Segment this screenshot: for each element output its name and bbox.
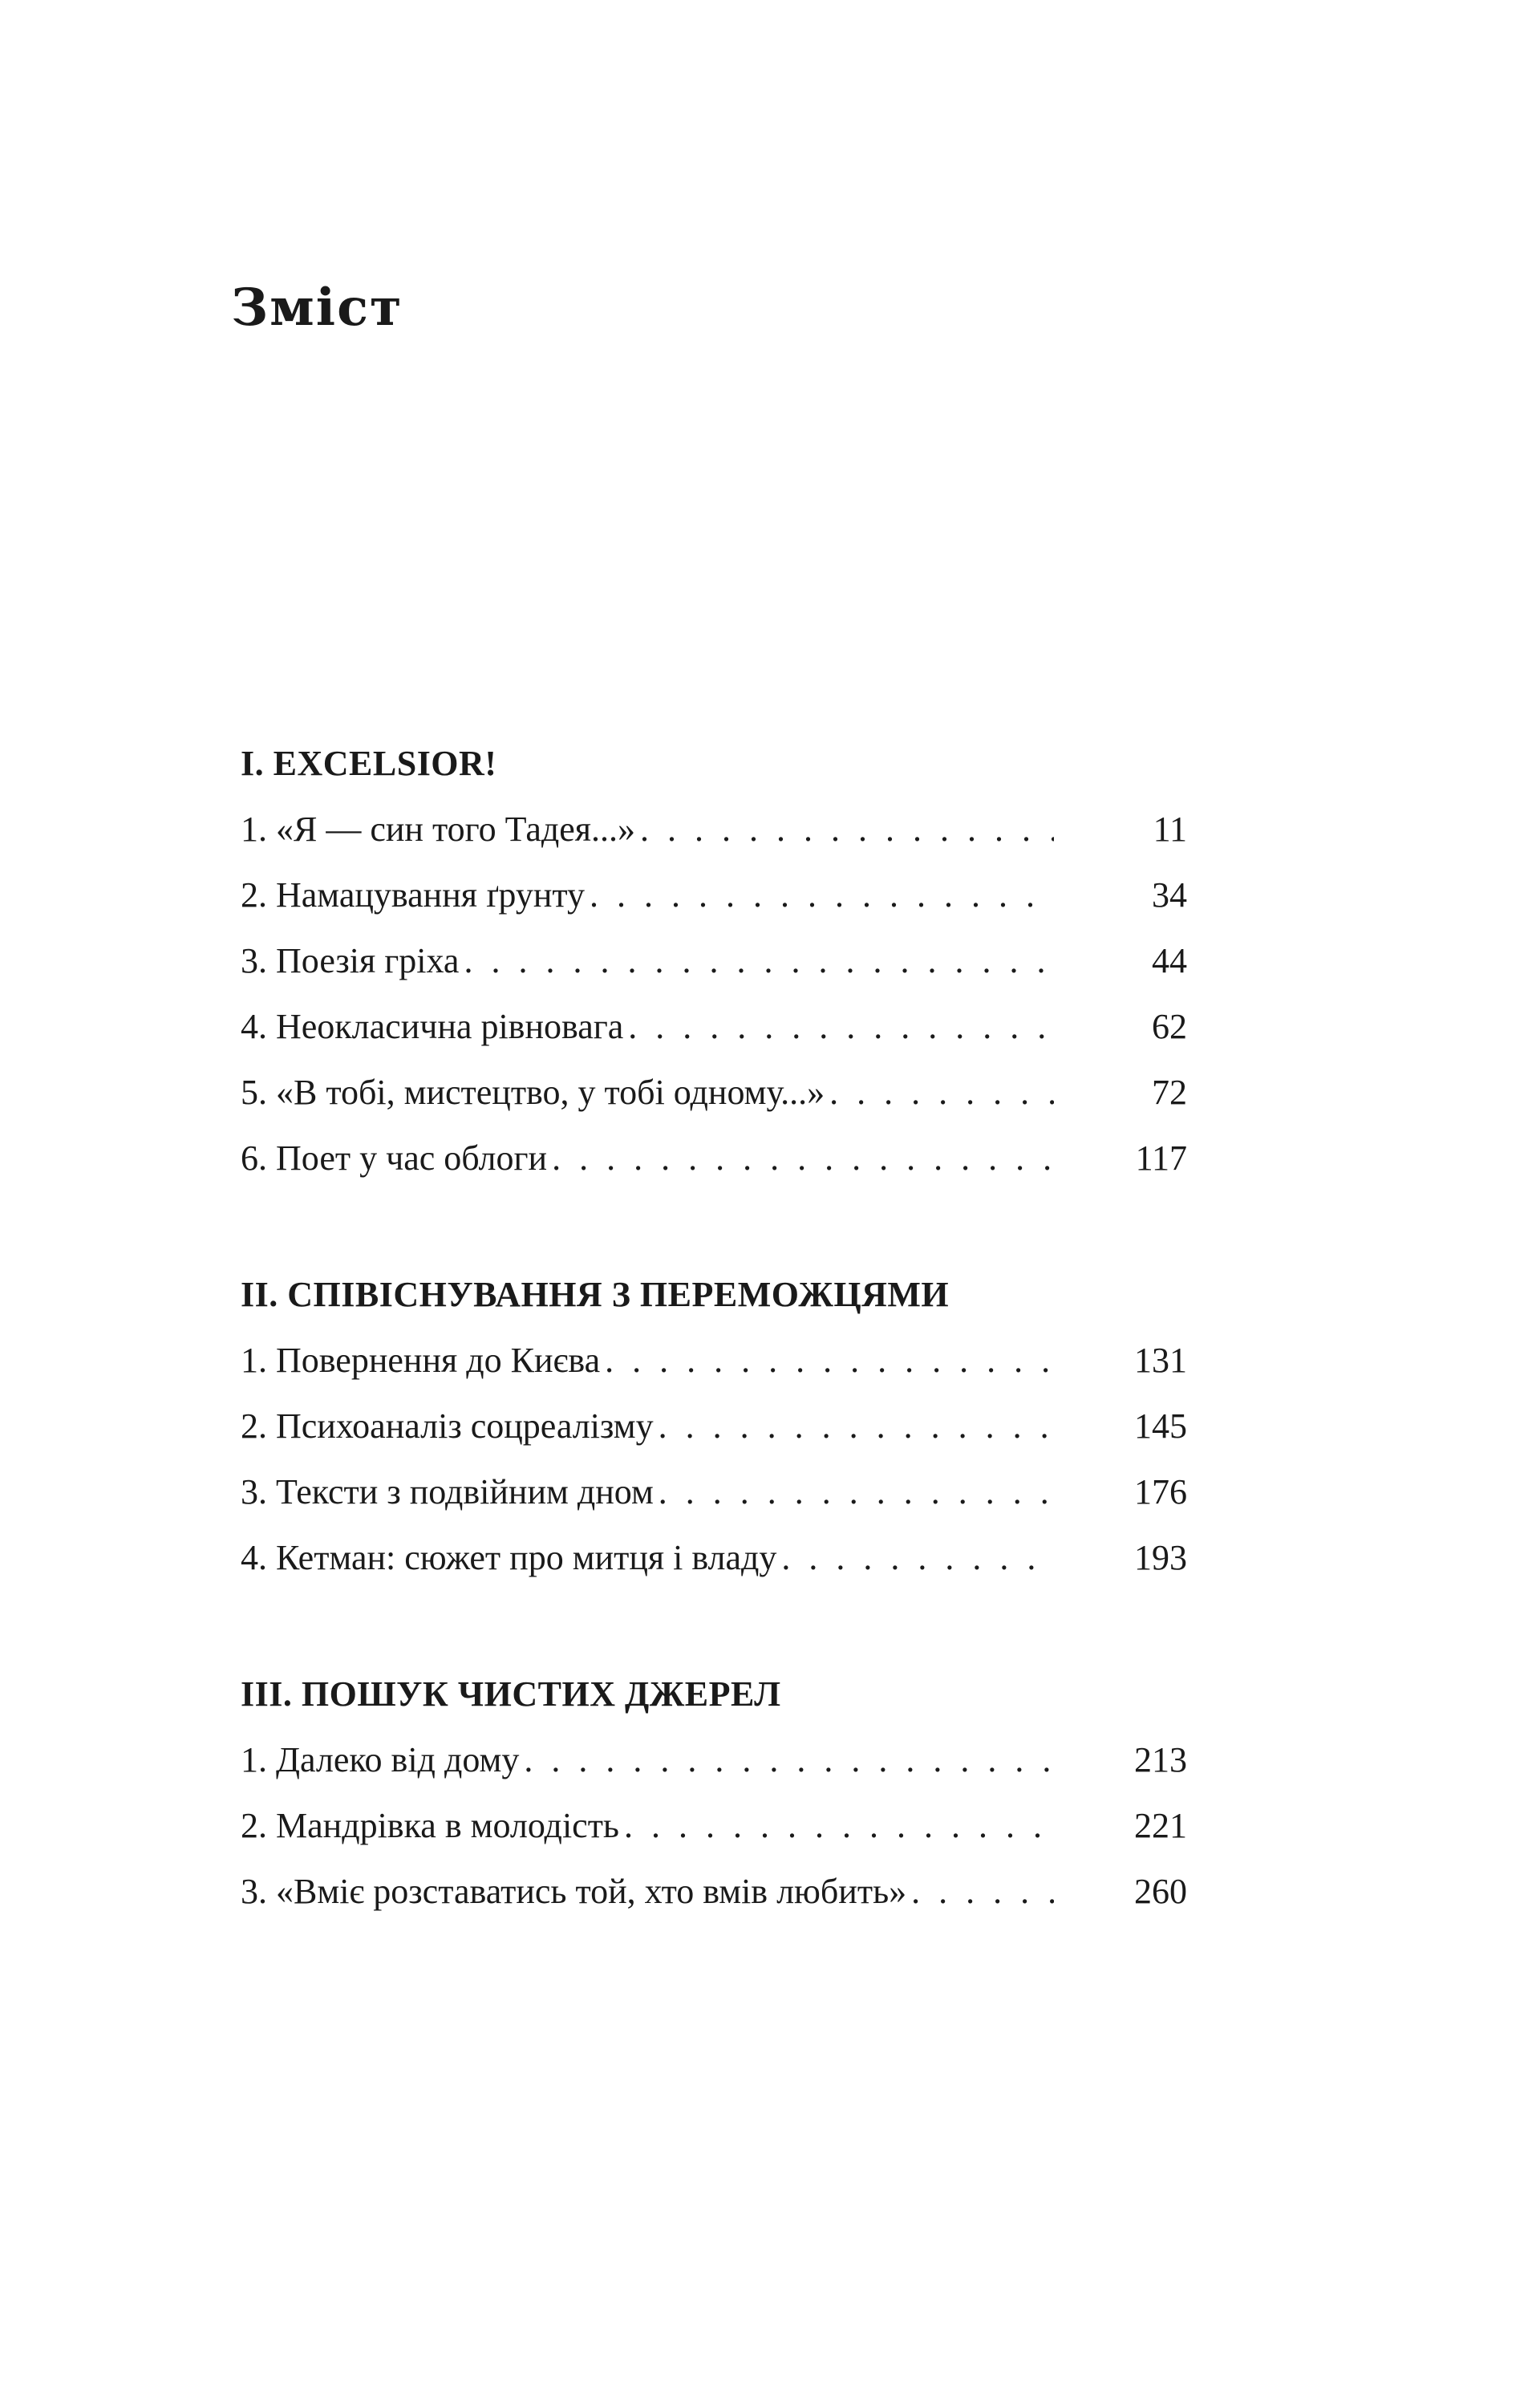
entry-title: 3. Тексти з подвійним дном [241, 1472, 654, 1511]
entry-title: 3. «Вміє розставатись той, хто вмів любить» [241, 1872, 907, 1911]
dot-leader [624, 1808, 1054, 1844]
toc-section-2 [241, 1277, 1187, 1606]
entry-title: 4. Неокласична рівновага [241, 1007, 624, 1046]
toc-entry[interactable] [241, 809, 1187, 878]
entry-page-number: 176 [1134, 1472, 1187, 1511]
entry-page-number: 145 [1134, 1406, 1187, 1446]
dot-leader [640, 812, 1054, 847]
entry-page-number: 193 [1134, 1538, 1187, 1577]
section-heading: III. ПОШУК ЧИСТИХ ДЖЕРЕЛ [241, 1674, 781, 1714]
entry-page-number: 62 [1152, 1007, 1187, 1046]
entry-title: 5. «В тобі, мистецтво, у тобі одному...» [241, 1073, 825, 1112]
toc-entry[interactable] [241, 1740, 1187, 1808]
dot-leader [524, 1743, 1054, 1778]
toc-entry[interactable] [241, 1540, 1187, 1606]
toc-entry[interactable] [241, 1009, 1187, 1075]
entry-title: 2. Намацування ґрунту [241, 875, 586, 915]
entry-title: 1. Далеко від дому [241, 1740, 520, 1779]
toc-entry[interactable] [241, 1343, 1187, 1409]
entry-page-number: 131 [1134, 1341, 1187, 1380]
entry-page-number: 44 [1152, 941, 1187, 980]
entry-page-number: 213 [1134, 1740, 1187, 1779]
entry-page-number: 34 [1152, 875, 1187, 915]
dot-leader [659, 1475, 1054, 1510]
table-of-contents [241, 746, 1187, 2011]
entry-title: 4. Кетман: сюжет про митця і владу [241, 1538, 777, 1577]
entry-title: 1. «Я — син того Тадея...» [241, 809, 636, 849]
dot-leader [829, 1075, 1054, 1110]
toc-entry[interactable] [241, 1075, 1187, 1141]
dot-leader [911, 1874, 1054, 1909]
toc-section-1 [241, 746, 1187, 1207]
entry-page-number: 260 [1134, 1872, 1187, 1911]
section-heading: II. СПІВІСНУВАННЯ З ПЕРЕМОЖЦЯМИ [241, 1275, 950, 1314]
toc-entry[interactable] [241, 875, 1187, 943]
entry-title: 6. Поет у час облоги [241, 1138, 548, 1178]
entry-title: 2. Психоаналіз соцреалізму [241, 1406, 654, 1446]
entry-page-number: 221 [1134, 1806, 1187, 1845]
section-heading: I. EXCELSIOR! [241, 744, 497, 783]
entry-page-number: 72 [1152, 1073, 1187, 1112]
dot-leader [628, 1009, 1054, 1045]
toc-entry[interactable] [241, 1472, 1187, 1540]
dot-leader [605, 1343, 1054, 1378]
dot-leader [552, 1141, 1054, 1176]
toc-section-3 [241, 1674, 1187, 1940]
entry-page-number: 117 [1135, 1138, 1187, 1178]
dot-leader [464, 943, 1054, 979]
toc-entry[interactable] [241, 943, 1187, 1009]
dot-leader [590, 878, 1054, 913]
toc-entry[interactable] [241, 1406, 1187, 1475]
entry-title: 3. Поезія гріха [241, 941, 460, 980]
entry-title: 2. Мандрівка в молодість [241, 1806, 619, 1845]
toc-entry[interactable] [241, 1138, 1187, 1207]
entry-title: 1. Повернення до Києва [241, 1341, 601, 1380]
entry-page-number: 11 [1153, 809, 1187, 849]
dot-leader [659, 1409, 1054, 1444]
toc-entry[interactable] [241, 1808, 1187, 1874]
dot-leader [781, 1540, 1054, 1576]
page-title: Зміст [231, 278, 403, 338]
toc-entry[interactable] [241, 1874, 1187, 1940]
